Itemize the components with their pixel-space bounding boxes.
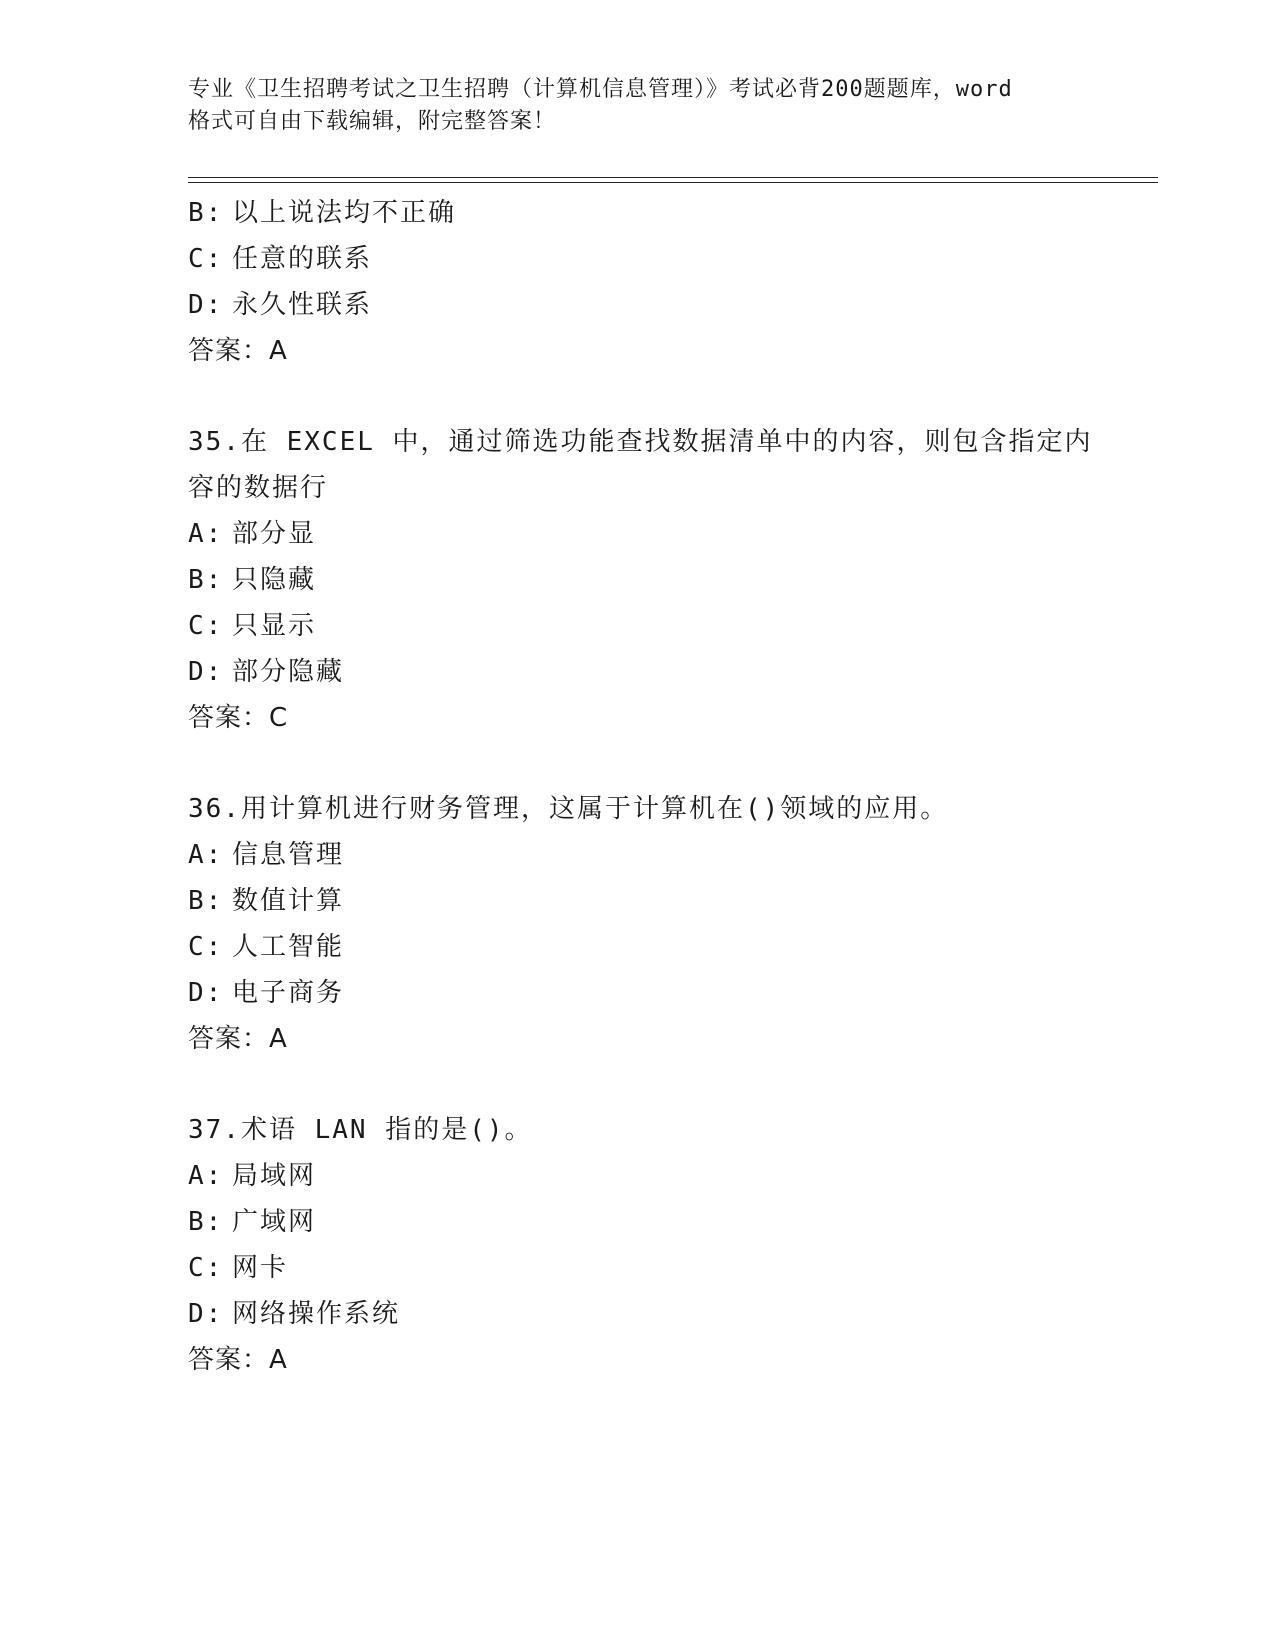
question-37 xyxy=(188,1107,1108,1383)
option-label: C: xyxy=(188,932,224,962)
answer-line: 答案：A xyxy=(188,1345,288,1375)
question-content xyxy=(188,190,1108,1383)
option-label: B: xyxy=(188,886,224,916)
option-d xyxy=(188,649,1108,695)
option-text: 任意的联系 xyxy=(232,244,373,274)
option-text: 以上说法均不正确 xyxy=(232,198,457,228)
question-title: 36.用计算机进行财务管理，这属于计算机在()领域的应用。 xyxy=(188,794,949,824)
option-label: A: xyxy=(188,519,224,549)
option-label: C: xyxy=(188,611,224,641)
question-title: 37.术语 LAN 指的是()。 xyxy=(188,1115,533,1145)
question-36 xyxy=(188,786,1108,1062)
option-label: B: xyxy=(188,565,224,595)
option-label: C: xyxy=(188,1253,224,1283)
option-label: D: xyxy=(188,978,224,1008)
option-label: B: xyxy=(188,1207,224,1237)
option-text: 部分隐藏 xyxy=(232,657,345,687)
option-d xyxy=(188,282,1108,328)
option-label: B: xyxy=(188,198,224,228)
option-b xyxy=(188,557,1108,603)
answer-line: 答案：A xyxy=(188,1024,288,1054)
option-text: 部分显 xyxy=(232,519,317,549)
header-line-1: 专业《卫生招聘考试之卫生招聘（计算机信息管理）》考试必背200题题库，word xyxy=(188,77,1013,102)
option-label: D: xyxy=(188,1299,224,1329)
spacer xyxy=(188,741,1108,786)
option-c xyxy=(188,603,1108,649)
option-a xyxy=(188,1153,1108,1199)
question-title-continued: 容的数据行 xyxy=(188,473,329,503)
spacer xyxy=(188,374,1108,419)
option-label: C: xyxy=(188,244,224,274)
header-line-2: 格式可自由下载编辑，附完整答案！ xyxy=(188,109,557,134)
spacer xyxy=(188,1062,1108,1107)
question-35 xyxy=(188,419,1108,741)
option-text: 网络操作系统 xyxy=(232,1299,401,1329)
option-text: 电子商务 xyxy=(232,978,345,1008)
option-b xyxy=(188,1199,1108,1245)
option-label: D: xyxy=(188,290,224,320)
option-text: 数值计算 xyxy=(232,886,345,916)
option-c xyxy=(188,924,1108,970)
option-b xyxy=(188,878,1108,924)
option-c xyxy=(188,1245,1108,1291)
option-text: 局域网 xyxy=(232,1161,317,1191)
option-text: 网卡 xyxy=(232,1253,289,1283)
option-text: 只显示 xyxy=(232,611,317,641)
option-text: 信息管理 xyxy=(232,840,345,870)
header-divider-top xyxy=(188,177,1158,178)
option-text: 人工智能 xyxy=(232,932,345,962)
question-34-fragment xyxy=(188,190,1108,374)
option-c xyxy=(188,236,1108,282)
option-label: D: xyxy=(188,657,224,687)
option-label: A: xyxy=(188,840,224,870)
option-d xyxy=(188,970,1108,1016)
answer-line: 答案：C xyxy=(188,703,289,733)
option-b xyxy=(188,190,1108,236)
answer-line: 答案：A xyxy=(188,336,288,366)
header-divider-bottom xyxy=(188,182,1158,183)
option-a xyxy=(188,511,1108,557)
option-label: A: xyxy=(188,1161,224,1191)
document-header xyxy=(188,74,1088,138)
option-text: 只隐藏 xyxy=(232,565,317,595)
option-a xyxy=(188,832,1108,878)
option-text: 广域网 xyxy=(232,1207,317,1237)
option-text: 永久性联系 xyxy=(232,290,373,320)
option-d xyxy=(188,1291,1108,1337)
question-title: 35.在 EXCEL 中，通过筛选功能查找数据清单中的内容，则包含指定内 xyxy=(188,427,1093,457)
